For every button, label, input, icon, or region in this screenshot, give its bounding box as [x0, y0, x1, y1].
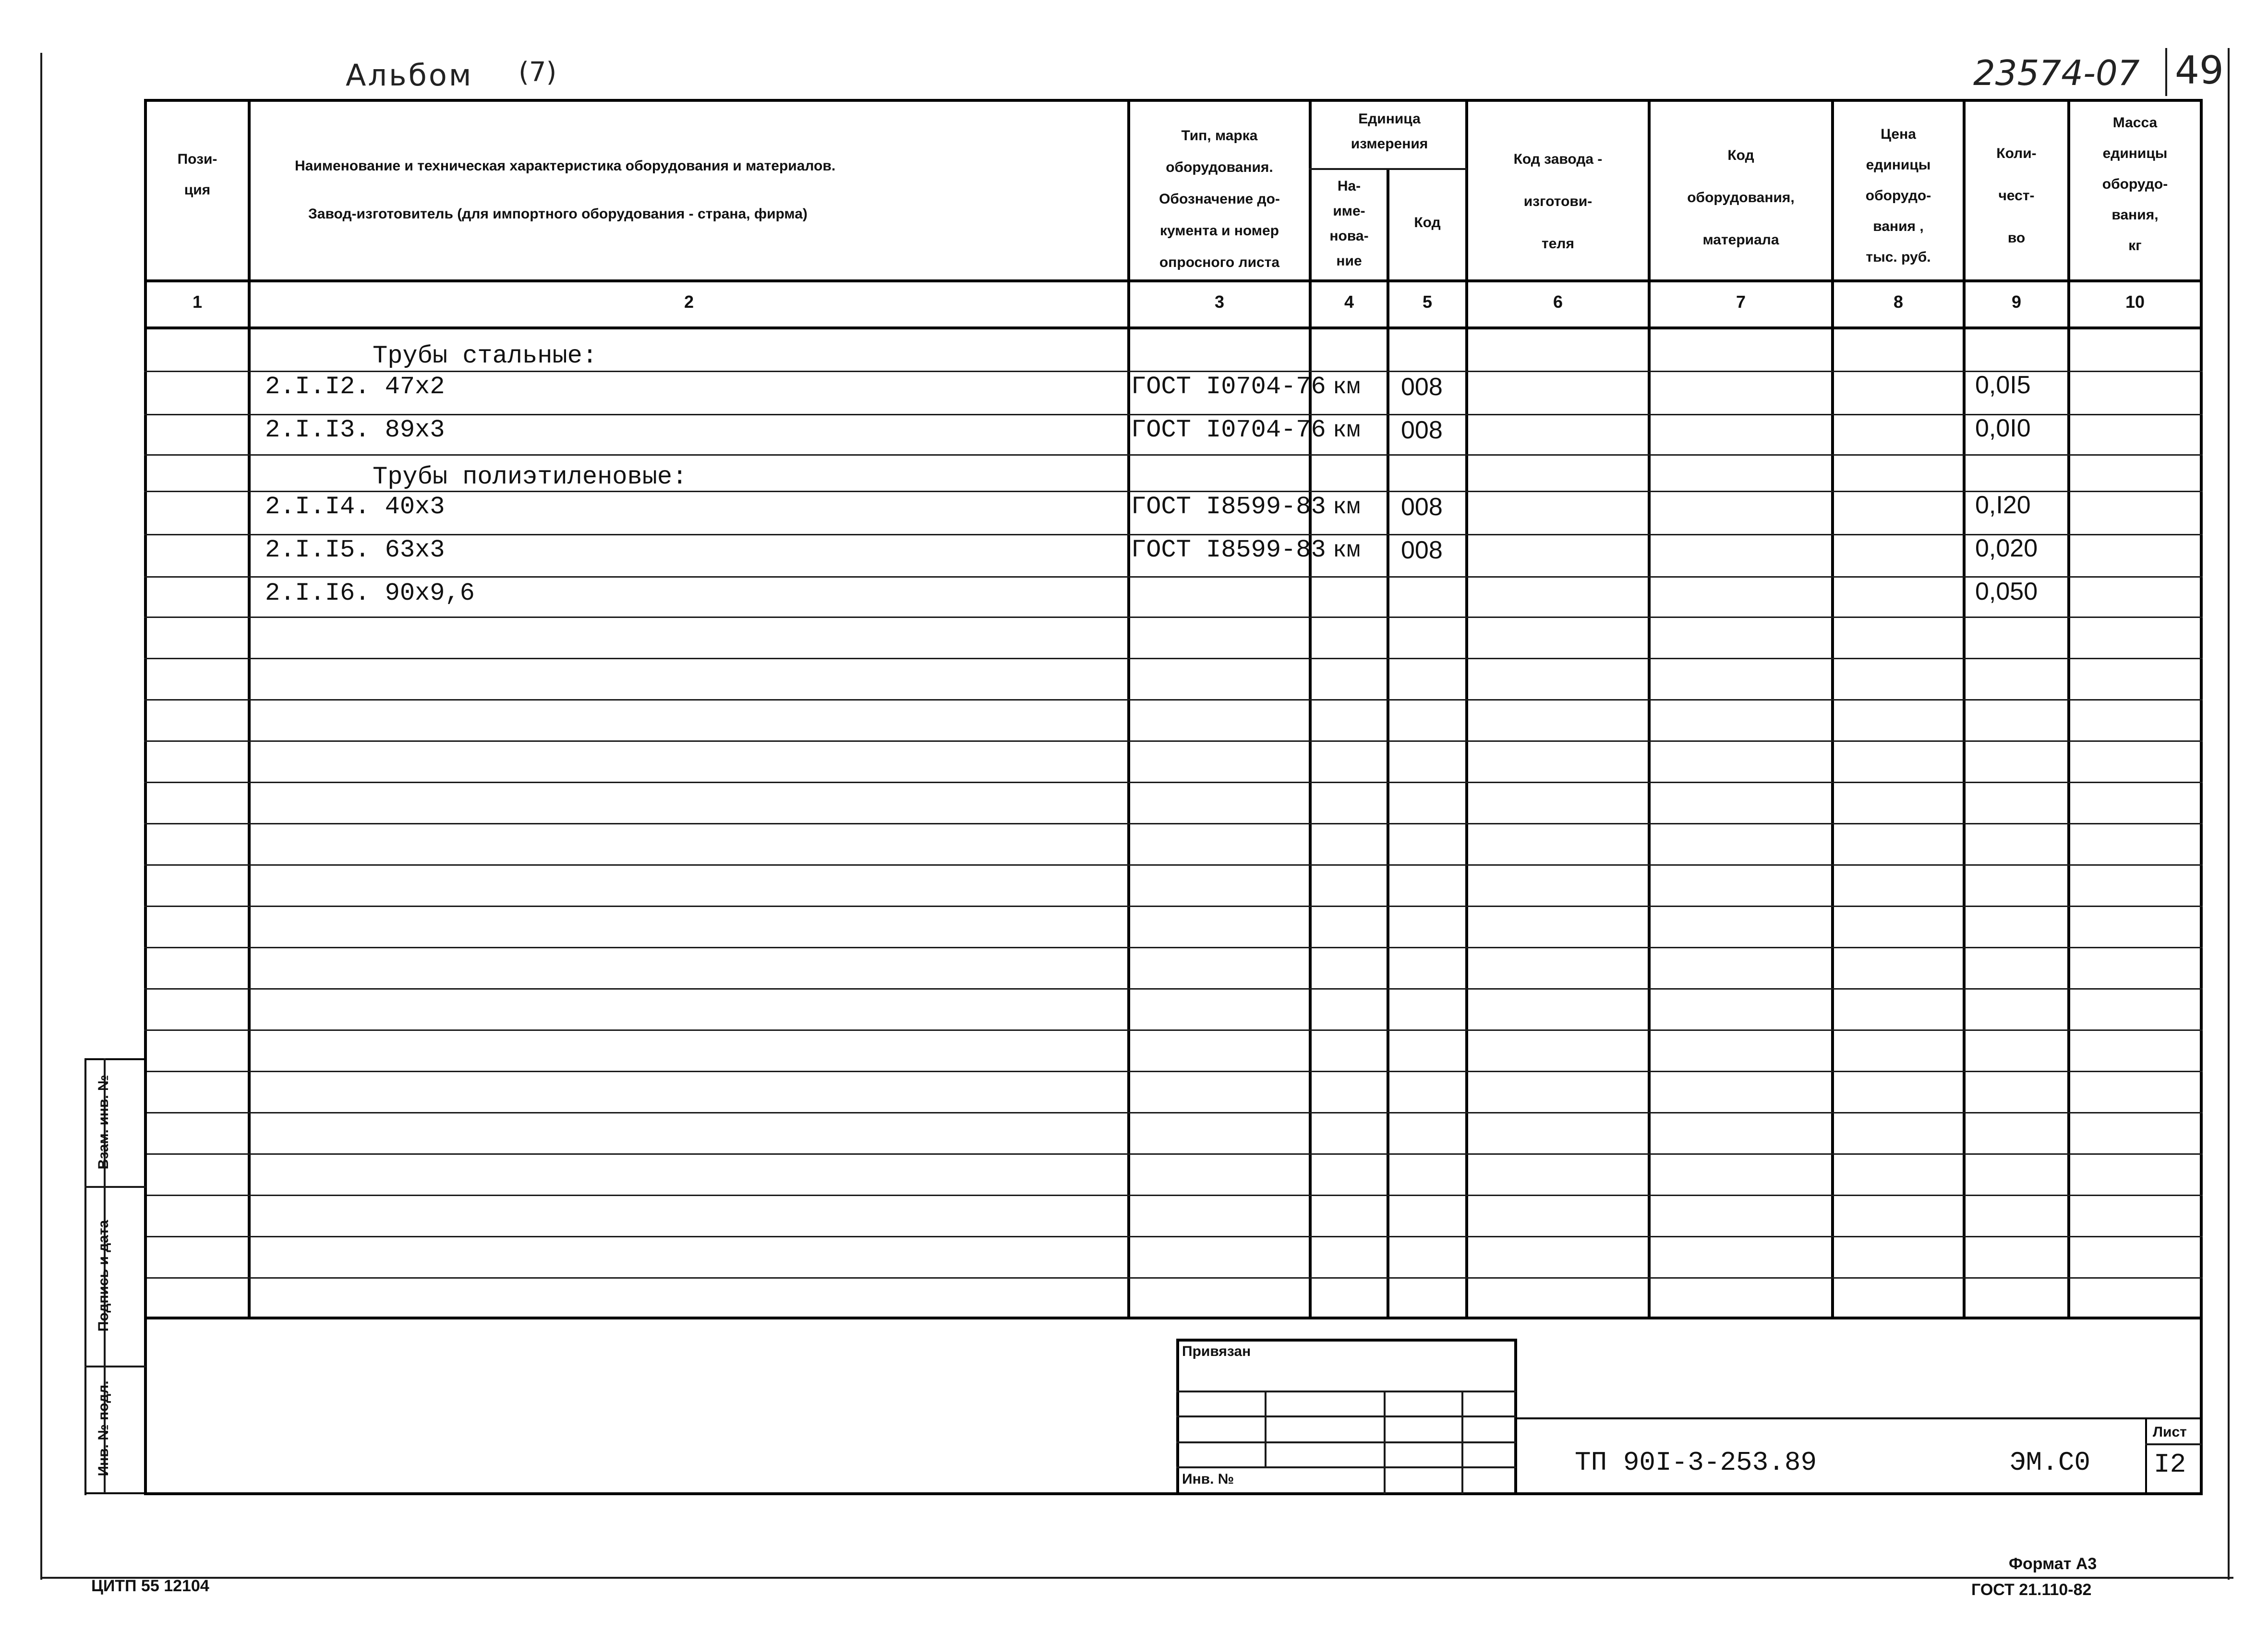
doc-code: 23574-07	[1973, 53, 2140, 93]
header-col1: Пози- ция	[177, 151, 217, 198]
page-number-divider	[2165, 48, 2167, 96]
row-unit: км	[1333, 538, 1361, 564]
col-line-4	[1387, 168, 1389, 1318]
row-divider	[144, 823, 2203, 824]
row-divider	[144, 1071, 2203, 1072]
row-divider	[144, 576, 2203, 578]
colnum-1: 1	[192, 292, 203, 312]
row-name: 2.I.I5. 63х3	[265, 536, 445, 564]
col-line-5	[1465, 99, 1468, 1318]
row-divider	[144, 1153, 2203, 1155]
row-divider	[144, 1277, 2203, 1279]
row-doc: ГОСТ I0704-76	[1131, 373, 1326, 401]
bound-block-row-4	[1176, 1466, 1516, 1468]
bound-block-col-3	[1461, 1391, 1463, 1494]
row-divider	[144, 454, 2203, 456]
row-name: 2.I.I3. 89х3	[265, 416, 445, 444]
side-stamp-left-line	[84, 1058, 86, 1495]
col-line-9	[2067, 99, 2070, 1318]
title-area-bottom-line	[144, 1492, 2203, 1495]
row-qty: 0,I20	[1975, 491, 2031, 519]
row-code: 008	[1401, 373, 1443, 401]
row-divider	[144, 864, 2203, 866]
row-qty: 0,0I0	[1975, 414, 2031, 442]
bound-block-row-1	[1176, 1391, 1516, 1392]
row-divider	[144, 1236, 2203, 1237]
sheet-box-left	[2145, 1417, 2147, 1494]
colnum-5: 5	[1422, 292, 1433, 312]
sheet-box-divider	[2145, 1443, 2202, 1445]
side-stamp-bottom-line	[84, 1492, 146, 1494]
row-code: 008	[1401, 416, 1443, 444]
header-col9: Коли- чест- во	[1996, 145, 2037, 246]
title-area-right-line	[2200, 1317, 2203, 1495]
colnum-7: 7	[1736, 292, 1746, 312]
row-qty: 0,0I5	[1975, 371, 2031, 399]
row-unit: км	[1333, 495, 1361, 520]
row-name: 2.I.I2. 47х2	[265, 373, 445, 401]
row-divider	[144, 947, 2203, 948]
bound-block-row-3	[1176, 1441, 1516, 1443]
col-line-10	[2200, 99, 2203, 1318]
row-code: 008	[1401, 536, 1443, 564]
inv-label: Инв. №	[1182, 1471, 1234, 1487]
header-col8: Цена единицы оборудо- вания , тыс. руб.	[1865, 126, 1931, 265]
unit-group-subline	[1309, 168, 1467, 170]
header-col3: Тип, марка оборудования. Обозначение до- кумента и номер опросного листа	[1159, 128, 1280, 270]
sheet-number: I2	[2154, 1449, 2186, 1480]
sheet-label: Лист	[2153, 1424, 2187, 1440]
row-divider	[144, 699, 2203, 701]
row-divider	[144, 906, 2203, 907]
side-stamp-right-line	[144, 1058, 147, 1495]
header-bottom-line	[144, 279, 2203, 282]
frame-bottom-line	[40, 1577, 2233, 1579]
header-col10: Масса единицы оборудо- вания, кг	[2102, 115, 2168, 254]
row-unit: км	[1333, 418, 1361, 444]
album-label: Альбом	[346, 58, 473, 93]
row-doc: ГОСТ I0704-76	[1131, 416, 1326, 444]
code-zone-top	[1516, 1417, 2203, 1419]
row-divider	[144, 534, 2203, 535]
bound-block-col-1	[1265, 1391, 1267, 1467]
row-divider	[144, 740, 2203, 742]
col-line-2	[1127, 99, 1130, 1318]
footer-left-code: ЦИТП 55 12104	[91, 1577, 209, 1595]
footer-standard: ГОСТ 21.110-82	[1971, 1581, 2092, 1599]
row-doc: ГОСТ I8599-83	[1131, 536, 1326, 564]
row-divider	[144, 1195, 2203, 1196]
header-col2: Наименование и техническая характеристика оборудования и материалов. Завод-изготовитель (для импортного оборудования - страна, фирма)	[295, 158, 836, 222]
bound-block-top	[1176, 1339, 1517, 1342]
side-stamp-inv-podl: Инв. № подл.	[96, 1380, 111, 1476]
row-divider	[144, 782, 2203, 783]
row-group-title: Трубы полиэтиленовые:	[373, 463, 688, 491]
row-group-title: Трубы стальные:	[373, 342, 598, 370]
row-divider	[144, 414, 2203, 415]
page-number: 49	[2175, 48, 2224, 93]
colnum-2: 2	[684, 292, 694, 312]
colnum-10: 10	[2125, 292, 2145, 312]
row-qty: 0,050	[1975, 578, 2038, 605]
row-divider	[144, 1112, 2203, 1113]
colnum-8: 8	[1893, 292, 1904, 312]
frame-right-line	[2228, 48, 2230, 1580]
row-qty: 0,020	[1975, 534, 2038, 562]
side-stamp-vzam-inv: Взам. инв. №	[96, 1075, 111, 1170]
header-col4: На- име- нова- ние	[1329, 178, 1369, 269]
footer-format: Формат А3	[2009, 1555, 2097, 1573]
side-stamp-divider-2	[84, 1366, 146, 1367]
col-line-6	[1648, 99, 1651, 1318]
colnum-bottom-line	[144, 327, 2203, 329]
section-code: ЭМ.С0	[2010, 1447, 2091, 1478]
frame-left-line	[40, 53, 42, 1580]
colnum-3: 3	[1214, 292, 1225, 312]
header-col7: Код оборудования, материала	[1687, 147, 1795, 248]
bound-block-row-2	[1176, 1415, 1516, 1417]
side-stamp-divider-1	[84, 1186, 146, 1188]
row-name: 2.I.I4. 40х3	[265, 493, 445, 521]
col-line-1	[248, 99, 251, 1318]
row-code: 008	[1401, 493, 1443, 521]
side-stamp-top-line	[84, 1058, 146, 1060]
colnum-4: 4	[1344, 292, 1354, 312]
row-divider	[144, 658, 2203, 659]
table-top-line	[144, 99, 2203, 102]
bound-block-col-2	[1384, 1391, 1386, 1494]
row-divider	[144, 1029, 2203, 1031]
album-number: (7)	[519, 57, 557, 88]
row-name: 2.I.I6. 90х9,6	[265, 579, 475, 607]
row-divider	[144, 371, 2203, 372]
bound-label: Привязан	[1182, 1343, 1251, 1359]
table-bottom-line	[144, 1317, 2203, 1319]
row-doc: ГОСТ I8599-83	[1131, 493, 1326, 521]
colnum-9: 9	[2011, 292, 2022, 312]
row-divider	[144, 617, 2203, 618]
colnum-6: 6	[1553, 292, 1563, 312]
col-line-8	[1963, 99, 1966, 1318]
project-code: ТП 90I-3-253.89	[1575, 1447, 1817, 1478]
header-col5: Код	[1414, 215, 1441, 230]
col-line-7	[1831, 99, 1834, 1318]
header-unit-group: Единица измерения	[1351, 111, 1428, 152]
header-col6: Код завода - изготови- теля	[1513, 151, 1603, 252]
side-stamp-signature-date: Подпись и дата	[96, 1220, 111, 1332]
row-divider	[144, 988, 2203, 990]
row-unit: км	[1333, 375, 1361, 400]
col-line-3	[1309, 99, 1312, 1318]
